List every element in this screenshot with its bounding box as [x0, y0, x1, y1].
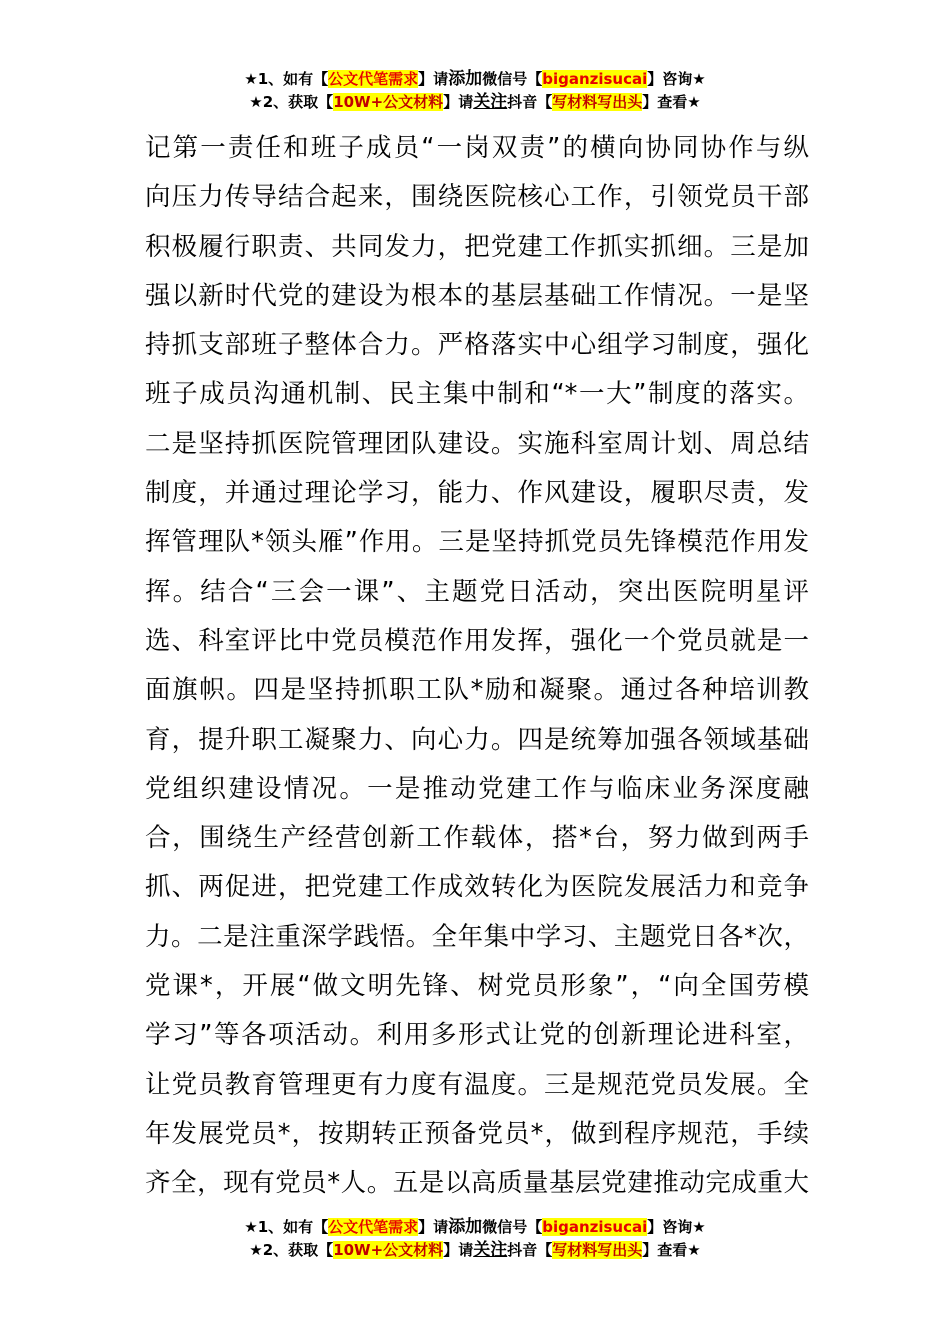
body-line: 齐全，现有党员*人。五是以高质量基层党建推动完成重大: [145, 1168, 809, 1199]
body-line: 抓、两促进，把党建工作成效转化为医院发展活力和竞争: [145, 872, 809, 903]
body-line: 班子成员沟通机制、民主集中制和“*一大”制度的落实。: [145, 379, 809, 410]
body-line: 育，提升职工凝聚力、向心力。四是统筹加强各领域基础: [145, 724, 809, 755]
body-line: 让党员教育管理更有力度有温度。三是规范党员发展。全: [145, 1069, 809, 1100]
body-line: 学习”等各项活动。利用多形式让党的创新理论进科室，: [145, 1020, 809, 1051]
body-line: 强以新时代党的建设为根本的基层基础工作情况。一是坚: [145, 280, 809, 311]
highlight-materials: 10W+公文材料: [333, 93, 444, 111]
body-line: 党组织建设情况。一是推动党建工作与临床业务深度融: [145, 773, 809, 804]
banner-line-2: ★2、获取【10W+公文材料】请关注抖音【写材料写出头】查看★: [249, 1240, 701, 1260]
body-line: 制度，并通过理论学习，能力、作风建设，履职尽责，发: [145, 478, 809, 509]
banner-line-1: ★1、如有【公文代笔需求】请添加微信号【biganzisucai】咨询★: [244, 69, 706, 89]
highlight-service: 公文代笔需求: [328, 70, 419, 88]
body-line: 持抓支部班子整体合力。严格落实中心组学习制度，强化: [145, 330, 809, 361]
body-line: 选、科室评比中党员模范作用发挥，强化一个党员就是一: [145, 625, 809, 656]
body-line: 二是坚持抓医院管理团队建设。实施科室周计划、周总结: [145, 428, 809, 459]
body-line: 挥管理队*领头雁”作用。三是坚持抓党员先锋模范作用发: [145, 527, 809, 558]
document-body: [145, 124, 809, 1209]
banner-line-1: ★1、如有【公文代笔需求】请添加微信号【biganzisucai】咨询★: [244, 1217, 706, 1237]
highlight-wechat-id: biganzisucai: [542, 70, 648, 88]
footer-banner: [0, 1216, 950, 1262]
body-line: 力。二是注重深学践悟。全年集中学习、主题党日各*次，: [145, 921, 809, 952]
body-line: 年发展党员*，按期转正预备党员*，做到程序规范，手续: [145, 1118, 809, 1149]
highlight-douyin: 写材料写出头: [552, 1241, 643, 1259]
header-banner: [0, 68, 950, 114]
body-line: 记第一责任和班子成员“一岗双责”的横向协同协作与纵: [145, 133, 809, 163]
body-line: 向压力传导结合起来，围绕医院核心工作，引领党员干部: [145, 182, 809, 213]
body-line: 面旗帜。四是坚持抓职工队*励和凝聚。通过各种培训教: [145, 675, 809, 706]
highlight-service: 公文代笔需求: [328, 1218, 419, 1236]
highlight-douyin: 写材料写出头: [552, 93, 643, 111]
highlight-wechat-id: biganzisucai: [542, 1218, 648, 1236]
highlight-materials: 10W+公文材料: [333, 1241, 444, 1259]
body-line: 合，围绕生产经营创新工作载体，搭*台，努力做到两手: [145, 823, 809, 854]
banner-line-2: ★2、获取【10W+公文材料】请关注抖音【写材料写出头】查看★: [249, 92, 701, 112]
body-line: 党课*，开展“做文明先锋、树党员形象”，“向全国劳模: [145, 971, 809, 1002]
body-line: 挥。结合“三会一课”、主题党日活动，突出医院明星评: [145, 576, 809, 607]
body-line: 积极履行职责、共同发力，把党建工作抓实抓细。三是加: [145, 231, 809, 262]
